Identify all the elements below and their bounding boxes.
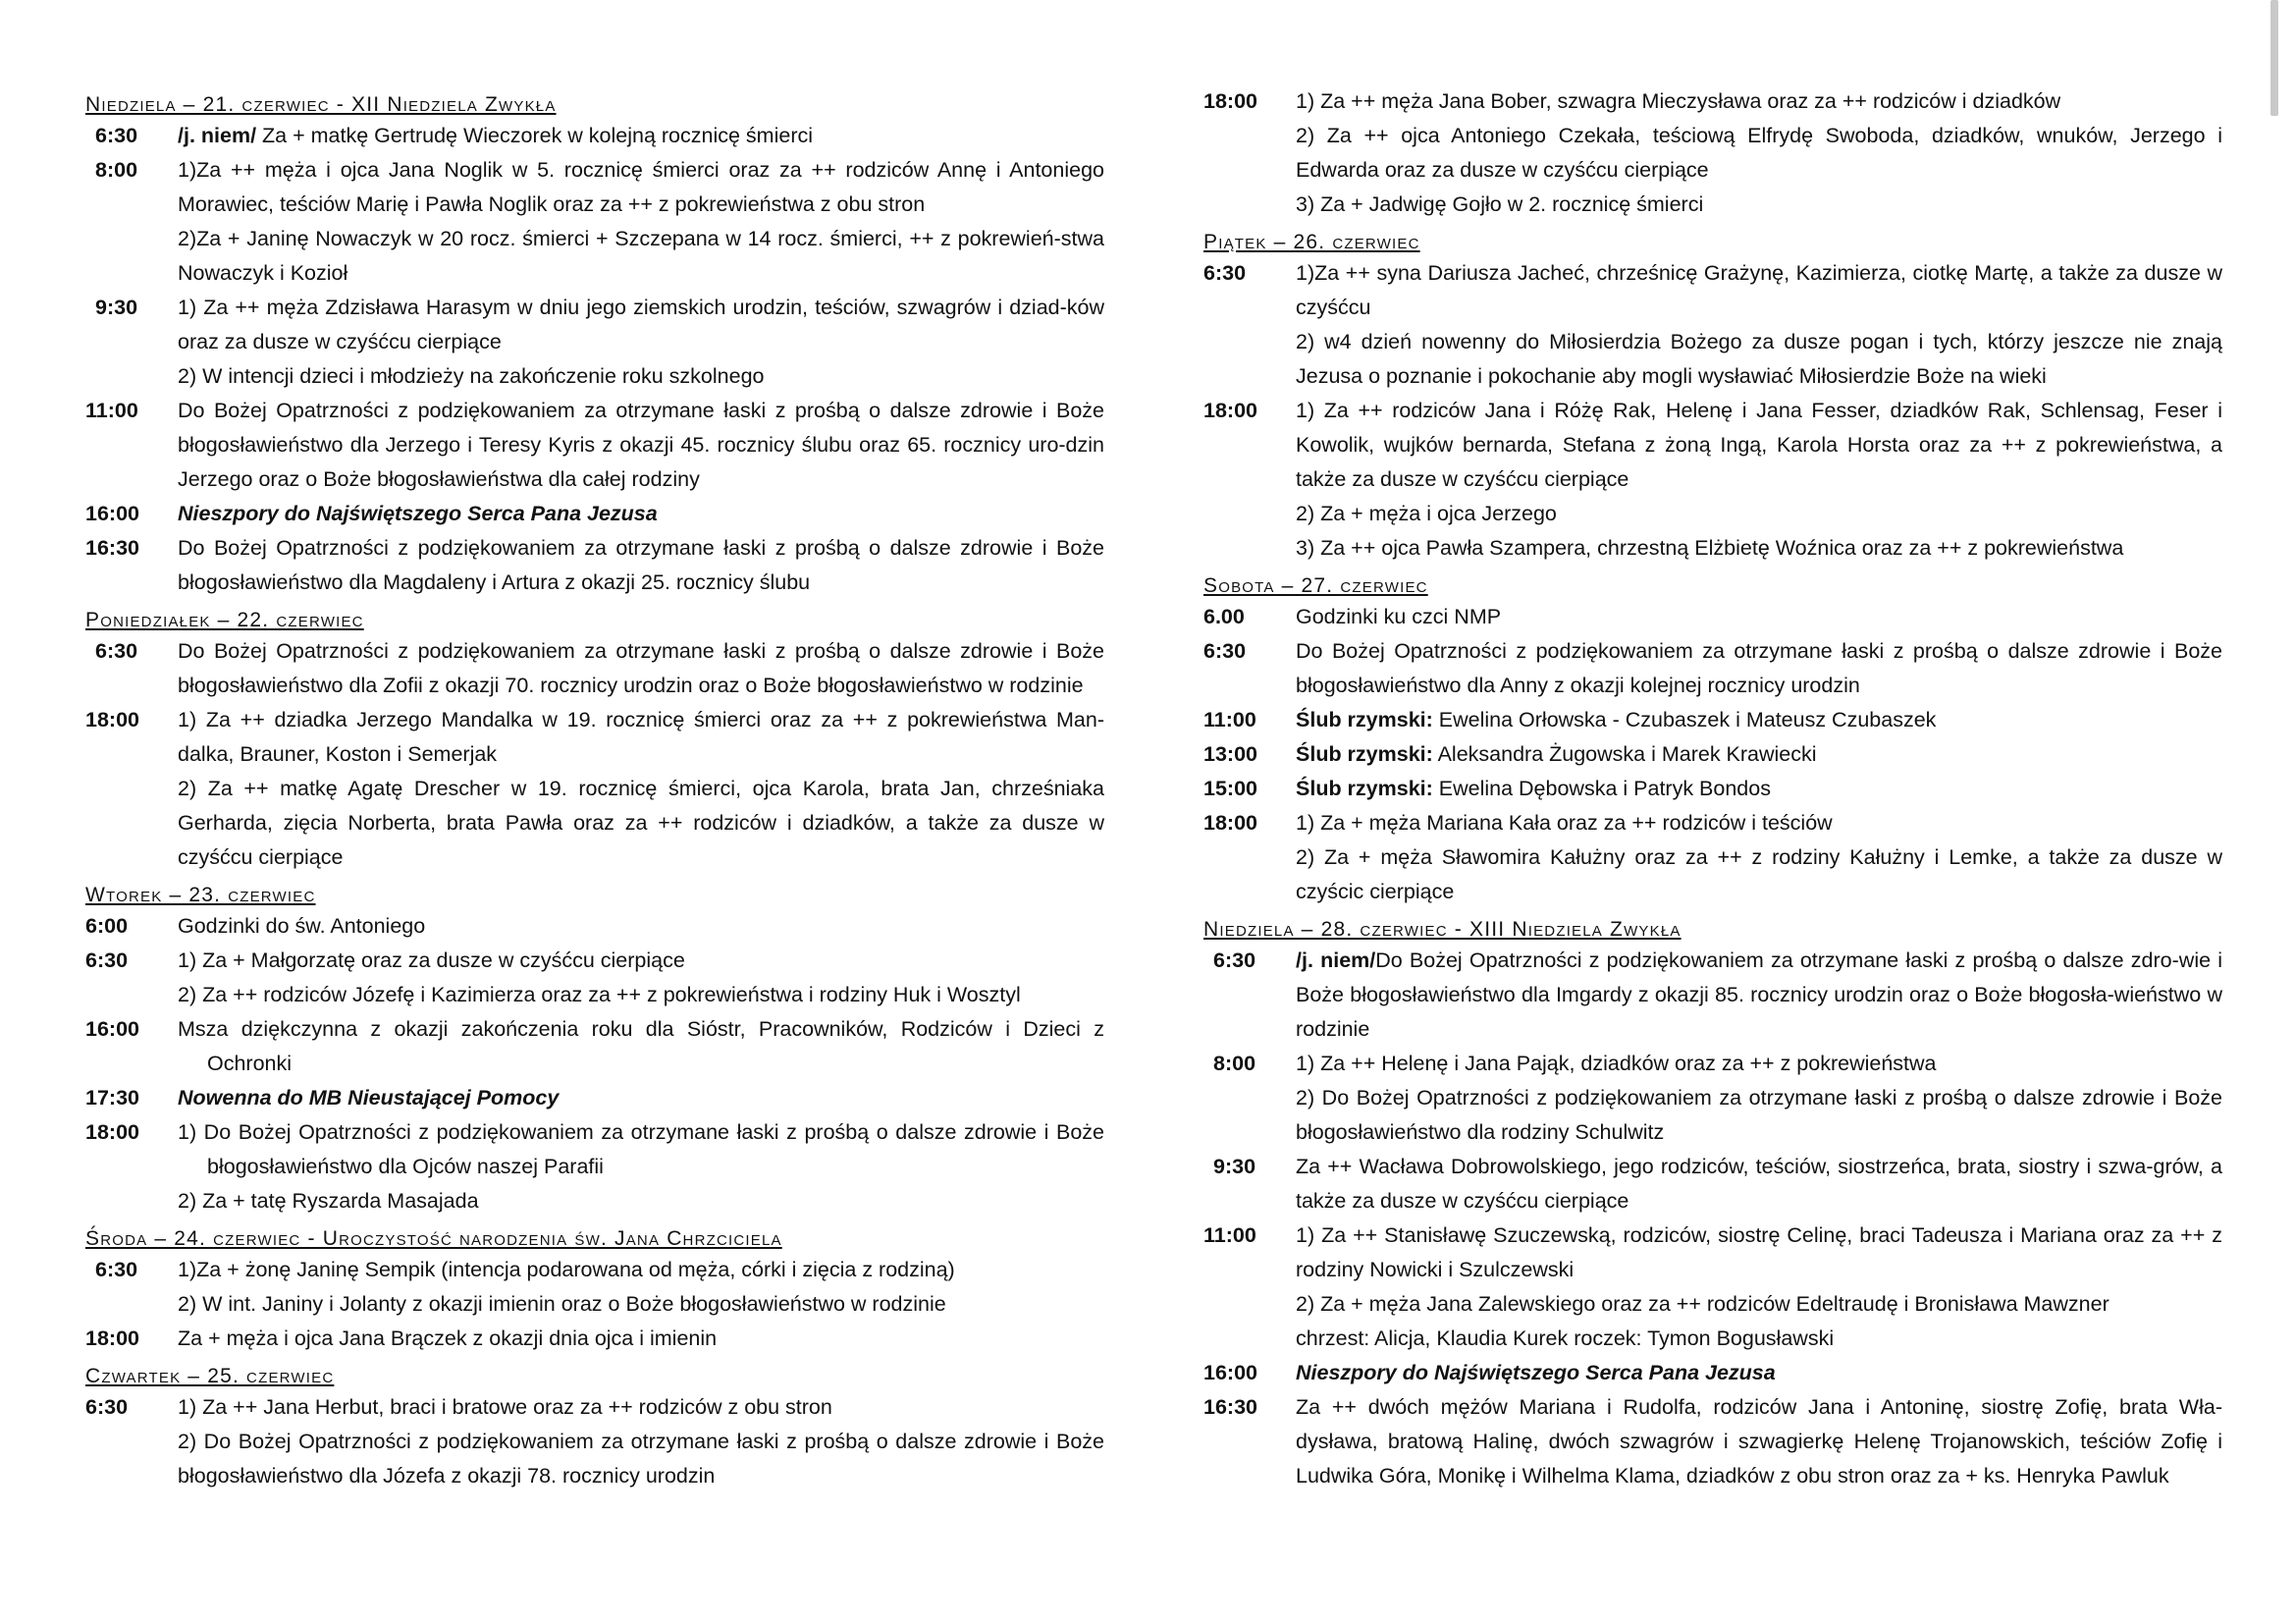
intention-text xyxy=(178,1322,1104,1356)
mass-time: 18:00 xyxy=(85,1326,139,1350)
mass-time: 11:00 xyxy=(1203,1223,1256,1247)
mass-entry xyxy=(1203,1150,2222,1218)
day-heading: Niedziela – 28. czerwiec - XIII Niedziela Zwykła xyxy=(1203,918,1682,941)
day-heading: Niedziela – 21. czerwiec - XII Niedziela Zwykła xyxy=(85,93,557,116)
intention-line xyxy=(178,772,1104,875)
intention-part: Do Bożej Opatrzności z podziękowaniem za otrzymane łaski z prośbą o dalsze zdrowie i Boże błogosławieństwo dla Anny z okazji kolejnej rocznicy urodzin xyxy=(1296,639,2222,697)
mass-entry xyxy=(1203,806,2222,909)
scrollbar-thumb[interactable] xyxy=(2270,0,2278,116)
intention-part: 1) Do Bożej Opatrzności z podziękowaniem za otrzymane łaski z prośbą o dalsze zdrowie i Boże błogosławieństwo dla Ojców naszej Parafii xyxy=(178,1120,1104,1178)
intention-line xyxy=(1296,944,2222,1047)
intention-part: 2) W int. Janiny i Jolanty z okazji imienin oraz o Boże błogosławieństwo w rodzinie xyxy=(178,1292,946,1316)
intention-text xyxy=(178,153,1104,291)
intention-line xyxy=(178,153,1104,222)
intention-part: 2) Do Bożej Opatrzności z podziękowaniem za otrzymane łaski z prośbą o dalsze zdrowie i Boże błogosławieństwo dla Józefa z okazji 78. rocznicy urodzin xyxy=(178,1430,1104,1488)
mass-entry xyxy=(85,497,1104,531)
intention-text xyxy=(1296,1150,2222,1218)
mass-entry xyxy=(85,1081,1104,1115)
intention-label: Ślub rzymski: xyxy=(1296,708,1433,731)
intention-line xyxy=(1296,1150,2222,1218)
mass-entry xyxy=(1203,944,2222,1047)
intention-part: 1) Za ++ rodziców Jana i Różę Rak, Helenę i Jana Fesser, dziadków Rak, Schlensag, Feser i Kowolik, wujków bernarda, Stefana z żoną Ingą, Karola Horsta oraz za ++ z pokrewieństwa, a także za dusze w czyśćcu cierpiące xyxy=(1296,399,2222,491)
intention-part: Ewelina Orłowska - Czubaszek i Mateusz Czubaszek xyxy=(1432,708,1937,731)
intention-line xyxy=(1296,188,2222,222)
mass-time: 16:30 xyxy=(1203,1395,1257,1419)
intention-part: 2) w4 dzień nowenny do Miłosierdzia Bożego za dusze pogan i tych, którzy jeszcze nie znają Jezusa o poznanie i pokochanie aby mogli wysławiać Miłosierdzie Boże na wieki xyxy=(1296,330,2222,388)
mass-entry xyxy=(1203,600,2222,634)
intention-text xyxy=(178,1012,1104,1081)
intention-line xyxy=(178,703,1104,772)
intention-line xyxy=(1296,737,2222,772)
intention-part: Godzinki ku czci NMP xyxy=(1296,605,1502,628)
intention-label: Ślub rzymski: xyxy=(1296,742,1433,766)
mass-entry xyxy=(1203,737,2222,772)
intention-line xyxy=(178,119,1104,153)
intention-part: Godzinki do św. Antoniego xyxy=(178,914,426,938)
mass-time: 6:30 xyxy=(95,1258,138,1281)
day-heading: Sobota – 27. czerwiec xyxy=(1203,574,1428,597)
mass-entry xyxy=(85,634,1104,703)
intention-line xyxy=(1296,1322,2222,1356)
mass-entry xyxy=(1203,394,2222,566)
intention-part: 3) Za + Jadwigę Gojło w 2. rocznicę śmierci xyxy=(1296,192,1704,216)
intention-part: 2) Za + męża i ojca Jerzego xyxy=(1296,502,1557,525)
intention-text xyxy=(178,909,1104,944)
mass-time: 9:30 xyxy=(95,296,138,319)
intention-line xyxy=(1296,325,2222,394)
intention-line xyxy=(178,978,1104,1012)
intention-line xyxy=(178,1115,1104,1184)
intention-part: 1) Za + męża Mariana Kała oraz za ++ rodziców i teściów xyxy=(1296,811,1833,835)
intention-text xyxy=(1296,1356,2222,1390)
intention-part: 3) Za ++ ojca Pawła Szampera, chrzestną Elżbietę Woźnica oraz za ++ z pokrewieństwa xyxy=(1296,536,2124,560)
intention-part: 2)Za + Janinę Nowaczyk w 20 rocz. śmierci + Szczepana w 14 rocz. śmierci, ++ z pokrewień-stwa Nowaczyk i Kozioł xyxy=(178,227,1104,285)
day-heading: Czwartek – 25. czerwiec xyxy=(85,1365,335,1387)
intention-text xyxy=(1296,1218,2222,1356)
intention-part: 1) Za + Małgorzatę oraz za dusze w czyśćcu cierpiące xyxy=(178,948,685,972)
intention-text xyxy=(178,703,1104,875)
intention-part: 1) Za ++ Helenę i Jana Pająk, dziadków oraz za ++ z pokrewieństwa xyxy=(1296,1052,1937,1075)
intention-text xyxy=(178,497,1104,531)
mass-entry xyxy=(1203,772,2222,806)
intention-part: 1)Za ++ syna Dariusza Jacheć, chrześnicę Grażynę, Kazimierza, ciotkę Martę, a także za dusze w czyśćcu xyxy=(1296,261,2222,319)
mass-entry xyxy=(85,291,1104,394)
mass-time: 11:00 xyxy=(85,399,138,422)
mass-entry xyxy=(85,394,1104,497)
intention-text xyxy=(178,1390,1104,1493)
intention-line xyxy=(178,1081,1104,1115)
intention-line xyxy=(178,1287,1104,1322)
mass-time: 6:30 xyxy=(95,639,138,663)
intention-text xyxy=(1296,1047,2222,1150)
intention-label: /j. niem/ xyxy=(1296,948,1376,972)
intention-line xyxy=(1296,1356,2222,1390)
intention-line xyxy=(1296,1390,2222,1493)
mass-time: 18:00 xyxy=(85,708,139,731)
mass-entry xyxy=(85,703,1104,875)
intention-part: 2) W intencji dzieci i młodzieży na zakończenie roku szkolnego xyxy=(178,364,765,388)
mass-time: 8:00 xyxy=(95,158,138,182)
intention-line xyxy=(1296,256,2222,325)
intention-part: Do Bożej Opatrzności z podziękowaniem za otrzymane łaski z prośbą o dalsze zdrowie i Boże błogosławieństwo dla Zofii z okazji 70. rocznicy urodzin oraz o Boże błogosławieństwo w rodzinie xyxy=(178,639,1104,697)
mass-time: 18:00 xyxy=(85,1120,139,1144)
mass-time: 16:00 xyxy=(85,502,139,525)
intention-text xyxy=(178,944,1104,1012)
intention-part: 2) Za ++ ojca Antoniego Czekała, teściową Elfrydę Swoboda, dziadków, wnuków, Jerzego i Edwarda oraz za dusze w czyśćcu cierpiące xyxy=(1296,124,2222,182)
intention-line xyxy=(1296,497,2222,531)
intention-text xyxy=(1296,84,2222,222)
mass-time: 6:30 xyxy=(85,948,129,972)
intention-part: 2) Za + męża Sławomira Kałużny oraz za ++ z rodziny Kałużny i Lemke, a także za dusze w czyścic cierpiące xyxy=(1296,845,2222,903)
intention-line xyxy=(178,497,1104,531)
intention-text xyxy=(1296,394,2222,566)
mass-entry xyxy=(1203,1047,2222,1150)
intention-text xyxy=(178,1253,1104,1322)
mass-time: 18:00 xyxy=(1203,811,1257,835)
intention-part: 2) Za ++ rodziców Józefę i Kazimierza oraz za ++ z pokrewieństwa i rodziny Huk i Wosztyl xyxy=(178,983,1021,1006)
mass-entry xyxy=(85,1115,1104,1218)
intention-text xyxy=(178,394,1104,497)
mass-time: 8:00 xyxy=(1213,1052,1256,1075)
intention-label: Ślub rzymski: xyxy=(1296,777,1433,800)
mass-time: 9:30 xyxy=(1213,1155,1256,1178)
intention-line xyxy=(1296,600,2222,634)
intention-part: Za + męża i ojca Jana Brączek z okazji dnia ojca i imienin xyxy=(178,1326,718,1350)
mass-entry xyxy=(85,1390,1104,1493)
intention-line xyxy=(1296,840,2222,909)
mass-time: 6:30 xyxy=(1213,948,1256,972)
intention-line xyxy=(178,291,1104,359)
mass-time: 17:30 xyxy=(85,1086,139,1110)
intention-text xyxy=(1296,1390,2222,1493)
intention-part: Aleksandra Żugowska i Marek Krawiecki xyxy=(1432,742,1817,766)
intention-line xyxy=(178,1425,1104,1493)
mass-time: 6.00 xyxy=(1203,605,1245,628)
intention-text xyxy=(178,1115,1104,1218)
intention-part: 2) Za ++ matkę Agatę Drescher w 19. rocznicę śmierci, ojca Karola, brata Jan, chrześniaka Gerharda, zięcia Norberta, brata Pawła oraz za ++ rodziców i dziadków, a także za dusze w czyśćcu cierpiące xyxy=(178,777,1104,869)
intention-line xyxy=(1296,806,2222,840)
intention-line xyxy=(178,394,1104,497)
mass-entry xyxy=(85,1322,1104,1356)
mass-entry xyxy=(85,1253,1104,1322)
mass-entry xyxy=(85,909,1104,944)
intention-line xyxy=(1296,1047,2222,1081)
intention-text xyxy=(178,531,1104,600)
mass-time: 18:00 xyxy=(1203,399,1257,422)
intention-text xyxy=(1296,737,2222,772)
intention-line xyxy=(1296,84,2222,119)
mass-entry xyxy=(85,1012,1104,1081)
intention-text xyxy=(1296,256,2222,394)
intention-line xyxy=(178,634,1104,703)
mass-entry xyxy=(85,153,1104,291)
intention-part: Do Bożej Opatrzności z podziękowaniem za otrzymane łaski z prośbą o dalsze zdrowie i Boże błogosławieństwo dla Magdaleny i Artura z okazji 25. rocznicy ślubu xyxy=(178,536,1104,594)
mass-time: 16:00 xyxy=(1203,1361,1257,1384)
mass-time: 15:00 xyxy=(1203,777,1257,800)
mass-time: 6:30 xyxy=(85,1395,129,1419)
mass-time: 16:30 xyxy=(85,536,139,560)
intention-part: 1) Za ++ męża Zdzisława Harasym w dniu jego ziemskich urodzin, teściów, szwagrów i dziad-ków oraz za dusze w czyśćcu cierpiące xyxy=(178,296,1104,353)
intention-part: 1)Za + żonę Janinę Sempik (intencja podarowana od męża, córki i zięcia z rodziną) xyxy=(178,1258,955,1281)
mass-time: 6:00 xyxy=(85,914,129,938)
day-heading: Poniedziałek – 22. czerwiec xyxy=(85,609,364,631)
intention-part: 1) Za ++ Jana Herbut, braci i bratowe oraz za ++ rodziców z obu stron xyxy=(178,1395,832,1419)
intention-part: Za + matkę Gertrudę Wieczorek w kolejną rocznicę śmierci xyxy=(256,124,814,147)
mass-time: 18:00 xyxy=(1203,89,1257,113)
intention-line xyxy=(1296,531,2222,566)
intention-part: Do Bożej Opatrzności z podziękowaniem za otrzymane łaski z prośbą o dalsze zdrowie i Boże błogosławieństwo dla Jerzego i Teresy Kyris z okazji 45. rocznicy ślubu oraz 65. rocznicy uro-dzin Jerzego oraz o Boże błogosławieństwa dla całej rodziny xyxy=(178,399,1104,491)
intention-line xyxy=(178,531,1104,600)
intention-line xyxy=(1296,394,2222,497)
mass-time: 6:30 xyxy=(1203,639,1247,663)
intention-text xyxy=(178,634,1104,703)
intention-line xyxy=(178,1253,1104,1287)
right-column xyxy=(1203,84,2222,1493)
intention-line xyxy=(178,359,1104,394)
intention-part: 1) Za ++ Stanisławę Szuczewską, rodziców, siostrę Celinę, braci Tadeusza i Mariana oraz za ++ z rodziny Nowicki i Szulczewski xyxy=(1296,1223,2222,1281)
mass-time: 16:00 xyxy=(85,1017,139,1041)
mass-time: 13:00 xyxy=(1203,742,1257,766)
mass-entry xyxy=(1203,634,2222,703)
intention-part: Msza dziękczynna z okazji zakończenia roku dla Sióstr, Pracowników, Rodziców i Dzieci z Ochronki xyxy=(178,1017,1104,1075)
intention-part: chrzest: Alicja, Klaudia Kurek roczek: Tymon Bogusławski xyxy=(1296,1326,1835,1350)
day-heading: Środa – 24. czerwiec - Uroczystość narodzenia św. Jana Chrzciciela xyxy=(85,1227,782,1250)
intention-text xyxy=(1296,600,2222,634)
intention-line xyxy=(1296,634,2222,703)
intention-line xyxy=(178,1390,1104,1425)
intention-part: Za ++ dwóch mężów Mariana i Rudolfa, rodziców Jana i Antoninę, siostrę Zofię, brata Wła-dysława, bratową Halinę, dwóch szwagrów i szwagierkę Helenę Trojanowskich, teściów Zofię i Ludwika Góra, Monikę i Wilhelma Klama, dziadków z obu stron oraz za + ks. Henryka Pawluk xyxy=(1296,1395,2222,1488)
intention-part: Do Bożej Opatrzności z podziękowaniem za otrzymane łaski z prośbą o dalsze zdro-wie i Boże błogosławieństwo dla Imgardy z okazji 85. rocznicy urodzin oraz o Boże błogosła-wieństwo w rodzinie xyxy=(1296,948,2222,1041)
intention-line xyxy=(1296,772,2222,806)
mass-entry xyxy=(1203,84,2222,222)
intention-text xyxy=(1296,806,2222,909)
intention-line xyxy=(178,1012,1104,1081)
intention-part: 2) Za + męża Jana Zalewskiego oraz za ++ rodziców Edeltraudę i Bronisława Mawzner xyxy=(1296,1292,2109,1316)
intention-part: Nowenna do MB Nieustającej Pomocy xyxy=(178,1086,560,1110)
intention-part: 1)Za ++ męża i ojca Jana Noglik w 5. rocznicę śmierci oraz za ++ rodziców Annę i Antoniego Morawiec, teściów Marię i Pawła Noglik oraz za ++ z pokrewieństwa z obu stron xyxy=(178,158,1104,216)
mass-entry xyxy=(1203,256,2222,394)
intention-line xyxy=(178,1184,1104,1218)
mass-entry xyxy=(85,531,1104,600)
intention-text xyxy=(1296,634,2222,703)
mass-entry xyxy=(1203,1356,2222,1390)
intention-line xyxy=(178,222,1104,291)
intention-line xyxy=(178,1322,1104,1356)
intention-part: Nieszpory do Najświętszego Serca Pana Jezusa xyxy=(1296,1361,1776,1384)
intention-line xyxy=(1296,1218,2222,1287)
intention-line xyxy=(1296,1287,2222,1322)
intention-line xyxy=(1296,703,2222,737)
mass-entry xyxy=(1203,703,2222,737)
intention-part: Nieszpory do Najświętszego Serca Pana Jezusa xyxy=(178,502,658,525)
intention-text xyxy=(178,119,1104,153)
intention-line xyxy=(178,944,1104,978)
intention-part: Za ++ Wacława Dobrowolskiego, jego rodziców, teściów, siostrzeńca, brata, siostry i szwa-grów, a także za dusze w czyśćcu cierpiące xyxy=(1296,1155,2222,1213)
intention-line xyxy=(1296,1081,2222,1150)
mass-time: 6:30 xyxy=(95,124,138,147)
intention-label: /j. niem/ xyxy=(178,124,257,147)
mass-time: 6:30 xyxy=(1203,261,1247,285)
intention-text xyxy=(178,291,1104,394)
intention-line xyxy=(1296,119,2222,188)
intention-text xyxy=(1296,703,2222,737)
intention-line xyxy=(178,909,1104,944)
intention-part: 1) Za ++ męża Jana Bober, szwagra Mieczysława oraz za ++ rodziców i dziadków xyxy=(1296,89,2061,113)
intention-text xyxy=(178,1081,1104,1115)
intention-part: 1) Za ++ dziadka Jerzego Mandalka w 19. rocznicę śmierci oraz za ++ z pokrewieństwa Man-dalka, Brauner, Koston i Semerjak xyxy=(178,708,1104,766)
mass-entry xyxy=(85,119,1104,153)
intention-part: 2) Do Bożej Opatrzności z podziękowaniem za otrzymane łaski z prośbą o dalsze zdrowie i Boże błogosławieństwo dla rodziny Schulwitz xyxy=(1296,1086,2222,1144)
day-heading: Wtorek – 23. czerwiec xyxy=(85,884,316,906)
day-heading: Piątek – 26. czerwiec xyxy=(1203,231,1420,253)
mass-entry xyxy=(85,944,1104,1012)
left-column xyxy=(85,84,1104,1493)
intention-text xyxy=(1296,772,2222,806)
mass-time: 11:00 xyxy=(1203,708,1256,731)
intention-text xyxy=(1296,944,2222,1047)
mass-entry xyxy=(1203,1390,2222,1493)
intention-part: 2) Za + tatę Ryszarda Masajada xyxy=(178,1189,479,1213)
intention-part: Ewelina Dębowska i Patryk Bondos xyxy=(1432,777,1771,800)
mass-entry xyxy=(1203,1218,2222,1356)
